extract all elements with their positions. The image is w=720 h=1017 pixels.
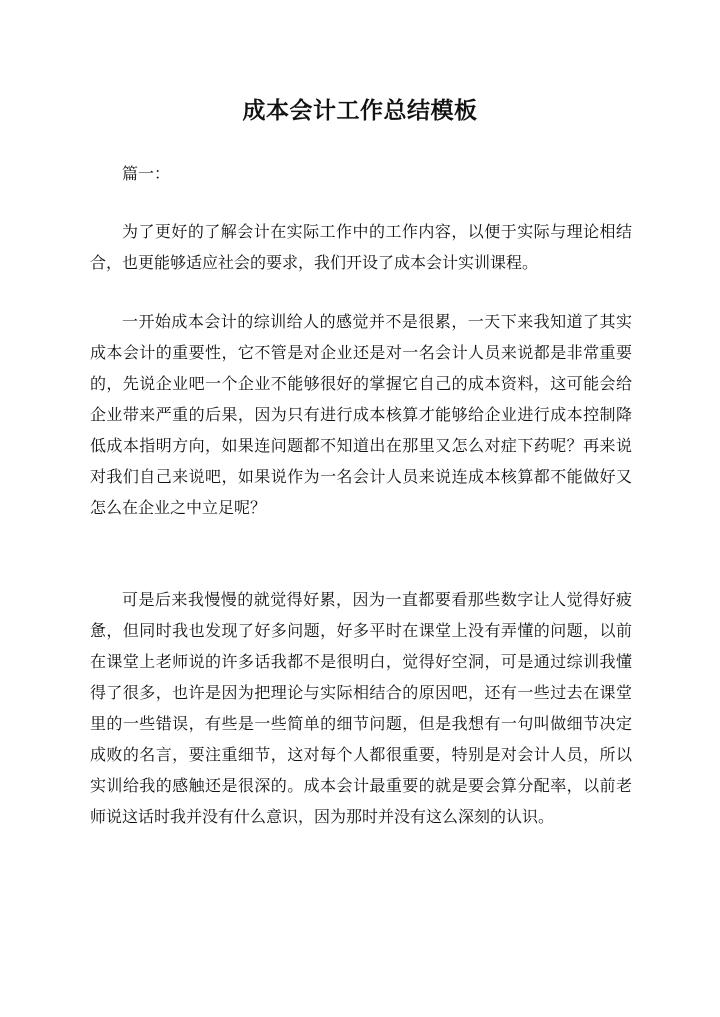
paragraph-3: 可是后来我慢慢的就觉得好累，因为一直都要看那些数字让人觉得好疲惫，但同时我也发现了好多问题，好多平时在课堂上没有弄懂的问题，以前在课堂上老师说的许多话我都不是很明白，觉得好空洞，可是通过综训我懂得了很多，也许是因为把理论与实际相结合的原因吧，还有一些过去在课堂里的一些错误，有些是一些简单的细节问题，但是我想有一句叫做细节决定成败的名言，要注重细节，这对每个人都很重要，特别是对会计人员，所以实训给我的感触还是很深的。成本会计最重要的就是要会算分配率，以前老师说这话时我并没有什么意识，因为那时并没有这么深刻的认识。 (90, 590, 632, 826)
section-label: 篇一： (122, 164, 171, 183)
paragraph-1: 为了更好的了解会计在实际工作中的工作内容，以便于实际与理论相结合，也更能够适应社会的要求，我们开设了成本会计实训课程。 (90, 222, 632, 272)
document-title: 成本会计工作总结模板 (242, 98, 478, 124)
paragraph-2: 一开始成本会计的综训给人的感觉并不是很累，一天下来我知道了其实成本会计的重要性，它不管是对企业还是对一名会计人员来说都是非常重要的，先说企业吧一个企业不能够很好的掌握它自己的成本资料，这可能会给企业带来严重的后果，因为只有进行成本核算才能够给企业进行成本控制降低成本指明方向，如果连问题都不知道出在那里又怎么对症下药呢？再来说对我们自己来说吧，如果说作为一名会计人员来说连成本核算都不能做好又怎么在企业之中立足呢？ (90, 312, 632, 517)
